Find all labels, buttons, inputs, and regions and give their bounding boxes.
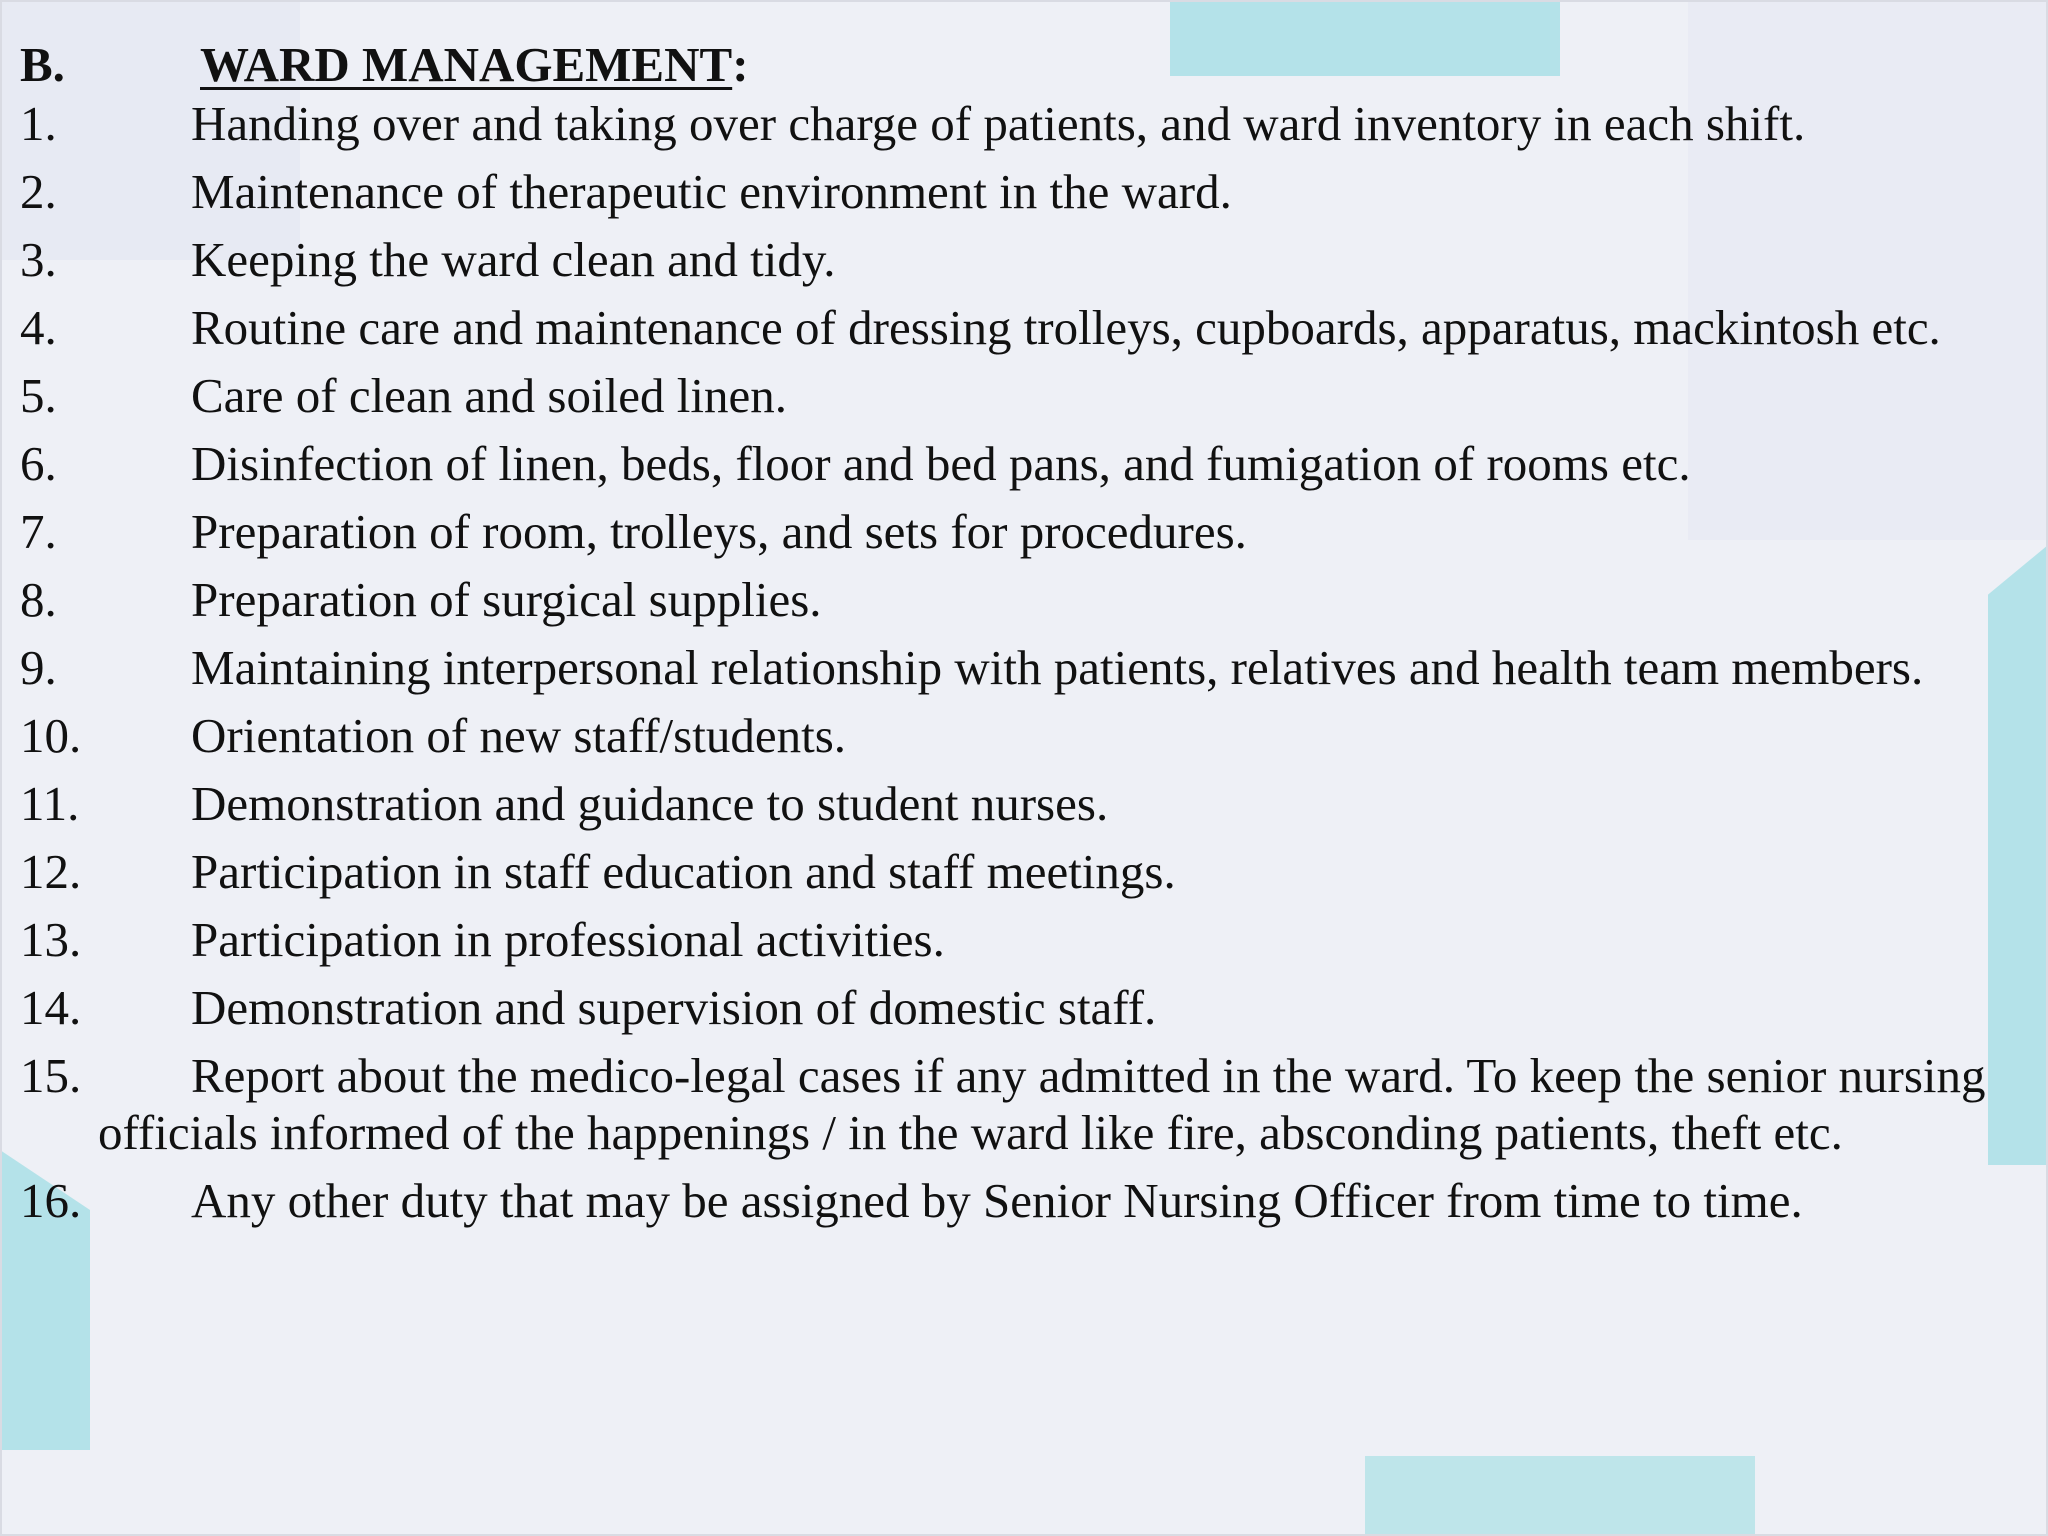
list-item	[20, 299, 2010, 356]
list-item-number: 11.	[20, 776, 80, 831]
section-title: WARD MANAGEMENT	[200, 37, 733, 92]
list-item-text: Demonstration and guidance to student nurses.	[191, 776, 1109, 831]
list-item-text: Preparation of room, trolleys, and sets for procedures.	[191, 504, 1247, 559]
list-item	[20, 503, 2010, 560]
list-item-number: 9.	[20, 640, 57, 695]
list-item	[20, 163, 2010, 220]
list-item-text: Preparation of surgical supplies.	[191, 572, 822, 627]
list-item	[20, 911, 2010, 968]
section-heading	[20, 36, 2010, 93]
section-letter: B.	[20, 37, 65, 92]
section-title-colon: :	[732, 37, 749, 92]
list-item-text: Demonstration and supervision of domestic staff.	[191, 980, 1157, 1035]
list-item-number: 15.	[20, 1048, 82, 1103]
list-item-number: 4.	[20, 300, 57, 355]
list-item-text: Maintenance of therapeutic environment in the ward.	[191, 164, 1232, 219]
list-item-text: Disinfection of linen, beds, floor and bed pans, and fumigation of rooms etc.	[191, 436, 1691, 491]
list-item-text: Routine care and maintenance of dressing trolleys, cupboards, apparatus, mackintosh etc.	[191, 300, 1941, 355]
list-item-text: Keeping the ward clean and tidy.	[191, 232, 836, 287]
list-item-number: 14.	[20, 980, 82, 1035]
list-item-text: Care of clean and soiled linen.	[191, 368, 787, 423]
list-item	[20, 639, 2010, 696]
list-item-number: 10.	[20, 708, 82, 763]
list-item-text: Participation in professional activities.	[191, 912, 945, 967]
list-item-text: Report about the medico-legal cases if any admitted in the ward. To keep the senior nursing officials informed of the happenings / in the ward like fire, absconding patients, theft etc.	[98, 1048, 1986, 1160]
list-item-text: Orientation of new staff/students.	[191, 708, 847, 763]
list-item	[20, 231, 2010, 288]
list-item	[20, 95, 2010, 152]
list-item	[20, 707, 2010, 764]
list-item-number: 2.	[20, 164, 57, 219]
decorative-band-bottom	[1365, 1456, 1755, 1536]
list-item-text: Participation in staff education and staff meetings.	[191, 844, 1176, 899]
list-item-number: 7.	[20, 504, 57, 559]
list-item	[20, 843, 2010, 900]
list-item-text: Handing over and taking over charge of patients, and ward inventory in each shift.	[191, 96, 1806, 151]
list-item-number: 12.	[20, 844, 82, 899]
list-item	[20, 979, 2010, 1036]
list-item-number: 1.	[20, 96, 57, 151]
list-item-number: 3.	[20, 232, 57, 287]
list-item-number: 16.	[20, 1173, 82, 1228]
duty-list	[20, 95, 2010, 1229]
list-item-number: 13.	[20, 912, 82, 967]
list-item-text: Maintaining interpersonal relationship with patients, relatives and health team members.	[191, 640, 1924, 695]
slide-content	[20, 36, 2010, 1240]
list-item-text: Any other duty that may be assigned by Senior Nursing Officer from time to time.	[191, 1173, 1803, 1228]
list-item-number: 5.	[20, 368, 57, 423]
list-item	[20, 775, 2010, 832]
list-item	[20, 1172, 2010, 1229]
list-item	[20, 367, 2010, 424]
list-item	[20, 435, 2010, 492]
list-item-number: 6.	[20, 436, 57, 491]
list-item-number: 8.	[20, 572, 57, 627]
list-item	[20, 571, 2010, 628]
list-item	[20, 1047, 2010, 1161]
